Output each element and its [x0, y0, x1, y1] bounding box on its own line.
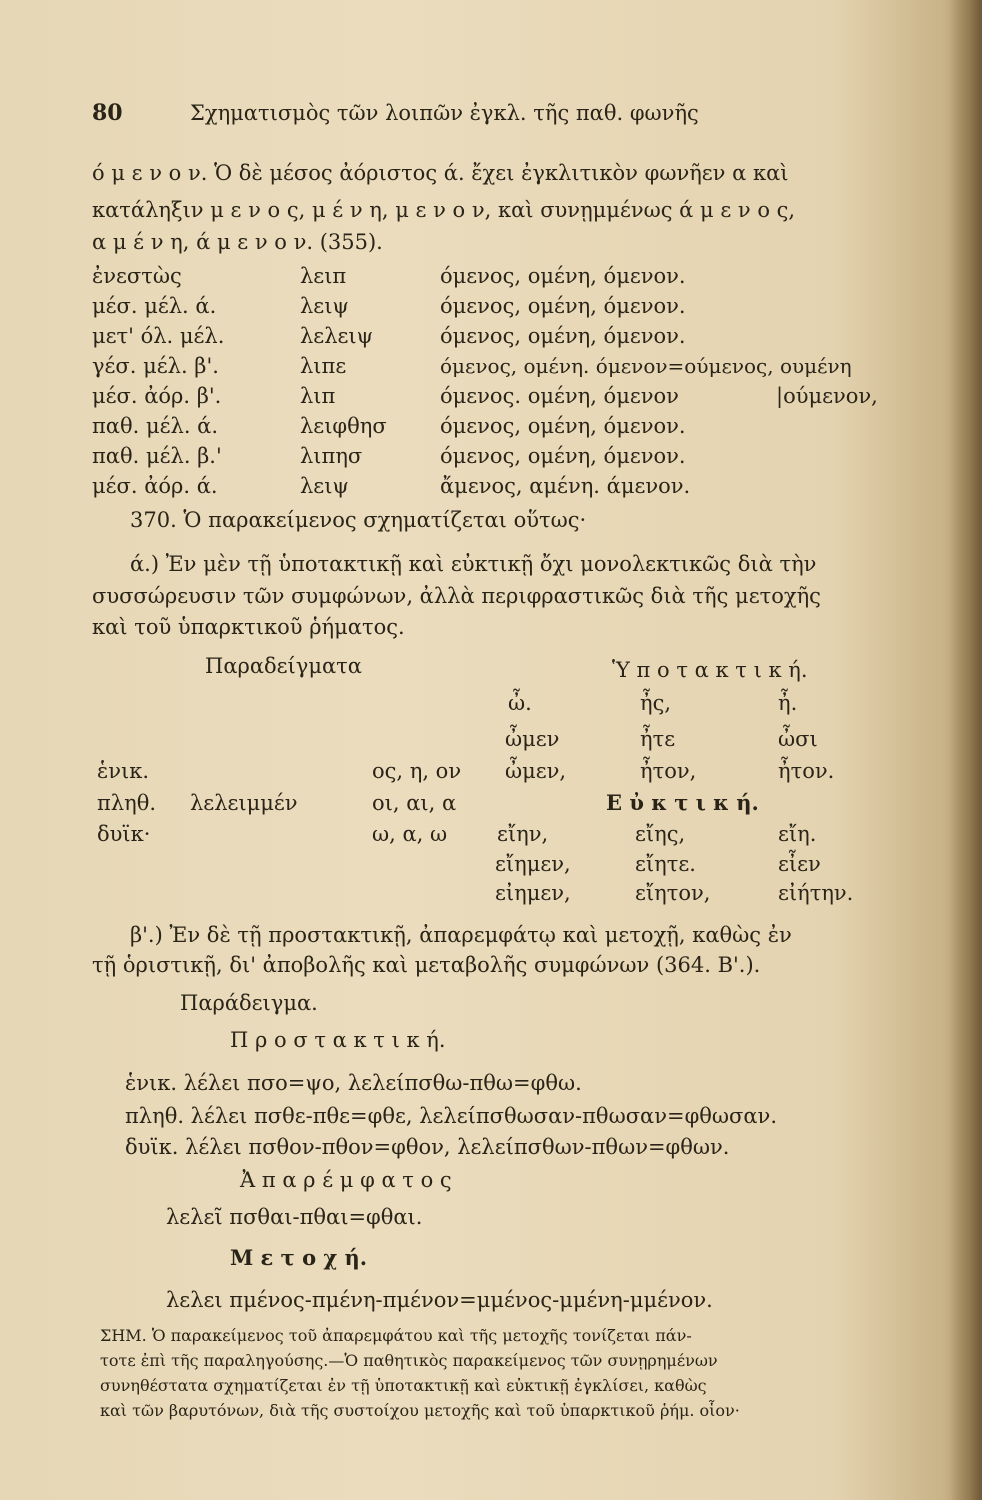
paradigm-cell: ὦμεν, — [505, 759, 567, 783]
table-row-stem: λειφθησ — [300, 414, 387, 438]
table-row-label: γέσ. μέλ. β'. — [92, 354, 219, 378]
note-line-1: ΣΗΜ. Ὁ παρακείμενος τοῦ ἀπαρεμφάτου καὶ τῆς μετοχῆς τονίζεται πάν- — [100, 1326, 692, 1345]
paradigm-cell: ὦμεν — [505, 727, 560, 751]
paradigm-ending: ος, η, ον — [372, 759, 462, 783]
paradigm-row-label: δυϊκ· — [97, 822, 151, 846]
note-line-4: καὶ τῶν βαρυτόνων, διὰ τῆς συστοίχου μετοχῆς καὶ τοῦ ὑπαρκτικοῦ ῥήμ. οἷον· — [100, 1401, 740, 1420]
imperative-heading: Π ρ ο σ τ α κ τ ι κ ή. — [230, 1028, 446, 1052]
table-row-stem: λιπησ — [300, 444, 363, 468]
section-370-line-1: ά.) Ἐν μὲν τῇ ὑποτακτικῇ καὶ εὐκτικῇ ὄχι μονολεκτικῶς διὰ τὴν — [130, 552, 817, 576]
paradigm-cell: ἦτον, — [640, 759, 697, 783]
infinitive-heading: Ἀ π α ρ έ μ φ α τ ο ς — [240, 1168, 452, 1192]
table-row-forms: όμενος, ομένη, όμενον. — [440, 324, 686, 348]
infinitive-line: λελεῖ πσθαι-πθαι=φθαι. — [166, 1205, 423, 1229]
note-line-2: τοτε ἐπὶ τῆς παραληγούσης.—Ὁ παθητικὸς παρακείμενος τῶν συνῃρημένων — [100, 1351, 718, 1370]
table-row-forms: ἄμενος, αμένη. άμενον. — [440, 474, 691, 498]
paradigm-cell: ἦτε — [640, 727, 676, 751]
note-line-3: συνηθέστατα σχηματίζεται ἐν τῇ ὑποτακτικῇ καὶ εὐκτικῇ ἐγκλίσει, καθὼς — [100, 1376, 707, 1395]
table-row-stem: λιπ — [300, 384, 336, 408]
table-row-stem: λειψ — [300, 294, 349, 318]
paradigm-heading: Παραδείγματα — [205, 654, 362, 678]
paradigm-label: Παράδειγμα. — [180, 991, 318, 1015]
paradigm-cell: ὦσι — [778, 727, 818, 751]
paradigm-ending: οι, αι, α — [372, 791, 457, 815]
paradigm-cell: εἰημεν, — [495, 881, 571, 905]
page-number: 80 — [92, 100, 123, 126]
table-row-forms: όμενος, ομένη, όμενον. — [440, 444, 686, 468]
intro-line-3: α μ έ ν η, ά μ ε ν ο ν. (355). — [92, 230, 383, 254]
table-row-label: μετ' όλ. μέλ. — [92, 324, 225, 348]
imperative-line-2: πληθ. λέλει πσθε-πθε=φθε, λελείπσθωσαν-πθωσαν=φθωσαν. — [125, 1104, 777, 1128]
imperative-line-3: δυϊκ. λέλει πσθον-πθον=φθον, λελείπσθων-πθων=φθων. — [125, 1135, 730, 1159]
paradigm-ending: ω, α, ω — [372, 822, 448, 846]
table-row-forms: όμενος, ομένη, όμενον. — [440, 294, 686, 318]
table-row-label: μέσ. ἀόρ. β'. — [92, 384, 222, 408]
table-row-stem: λελειψ — [300, 324, 374, 348]
table-row-label: παθ. μέλ. ά. — [92, 414, 219, 438]
table-row-forms: όμενος. ομένη, όμενον — [440, 384, 679, 408]
participle-line: λελει πμένος-πμένη-πμένον=μμένος-μμένη-μμένον. — [166, 1288, 713, 1312]
page-binding-shadow — [950, 0, 982, 1500]
paradigm-cell: εἴημεν, — [495, 852, 571, 876]
paradigm-cell: εἶεν — [778, 852, 821, 876]
participle-heading: Μ ε τ ο χ ή. — [230, 1245, 368, 1270]
section-b-line-2: τῇ ὁριστικῇ, δι' ἀποβολῆς καὶ μεταβολῆς συμφώνων (364. Β'.). — [92, 953, 761, 977]
running-title: Σχηματισμὸς τῶν λοιπῶν ἐγκλ. τῆς παθ. φωνῆς — [190, 101, 699, 125]
section-370-line-3: καὶ τοῦ ὑπαρκτικοῦ ῥήματος. — [92, 615, 405, 639]
paradigm-cell: εἴης, — [635, 822, 686, 846]
table-row-stem: λειψ — [300, 474, 349, 498]
section-370-line-2: συσσώρευσιν τῶν συμφώνων, ἀλλὰ περιφραστικῶς διὰ τῆς μετοχῆς — [92, 584, 821, 608]
intro-line-2: κατάληξιν μ ε ν ο ς, μ έ ν η, μ ε ν ο ν, καὶ συνῃμμένως ά μ ε ν ο ς, — [92, 198, 796, 222]
paradigm-cell: εἴητον, — [635, 881, 711, 905]
table-row-label: μέσ. μέλ. ά. — [92, 294, 217, 318]
paradigm-row-label: πληθ. — [97, 791, 157, 815]
section-b-line-1: β'.) Ἐν δὲ τῇ προστακτικῇ, ἀπαρεμφάτῳ καὶ μετοχῇ, καθὼς ἐν — [130, 923, 792, 947]
paradigm-cell: ὦ. — [508, 691, 532, 715]
optative-heading: Ε ὐ κ τ ι κ ή. — [606, 790, 759, 815]
table-row-extra: |ούμενον, — [776, 384, 878, 408]
table-row-stem: λειπ — [300, 264, 347, 288]
paradigm-cell: ἦς, — [640, 691, 672, 715]
subjunctive-heading: Ὑ π ο τ α κ τ ι κ ή. — [612, 658, 808, 682]
paradigm-cell: εἴητε. — [635, 852, 696, 876]
paradigm-cell: εἴην, — [497, 822, 549, 846]
table-row-forms: όμενος, ομένη, όμενον. — [440, 264, 686, 288]
paradigm-stem: λελειμμέν — [190, 791, 298, 815]
paradigm-cell: εἰήτην. — [778, 881, 854, 905]
paradigm-cell: ἦτον. — [778, 759, 835, 783]
section-370-heading: 370. Ὁ παρακείμενος σχηματίζεται οὕτως· — [130, 508, 587, 532]
table-row-label: ἐνεστὼς — [92, 264, 182, 288]
paradigm-row-label: ἑνικ. — [97, 759, 150, 783]
table-row-label: παθ. μέλ. β.' — [92, 444, 222, 468]
intro-line-1: ό μ ε ν ο ν. Ὁ δὲ μέσος ἀόριστος ά. ἔχει ἐγκλιτικὸν φωνῆεν α καὶ — [92, 161, 789, 185]
table-row-forms: όμενος, ομένη. όμενον=ούμενος, ουμένη — [440, 354, 852, 378]
table-row-label: μέσ. ἀόρ. ά. — [92, 474, 218, 498]
imperative-line-1: ἑνικ. λέλει πσο=ψο, λελείπσθω-πθω=φθω. — [125, 1071, 582, 1095]
paradigm-cell: ἦ. — [778, 691, 798, 715]
table-row-forms: όμενος, ομένη, όμενον. — [440, 414, 686, 438]
paradigm-cell: εἴη. — [778, 822, 817, 846]
table-row-stem: λιπε — [300, 354, 347, 378]
